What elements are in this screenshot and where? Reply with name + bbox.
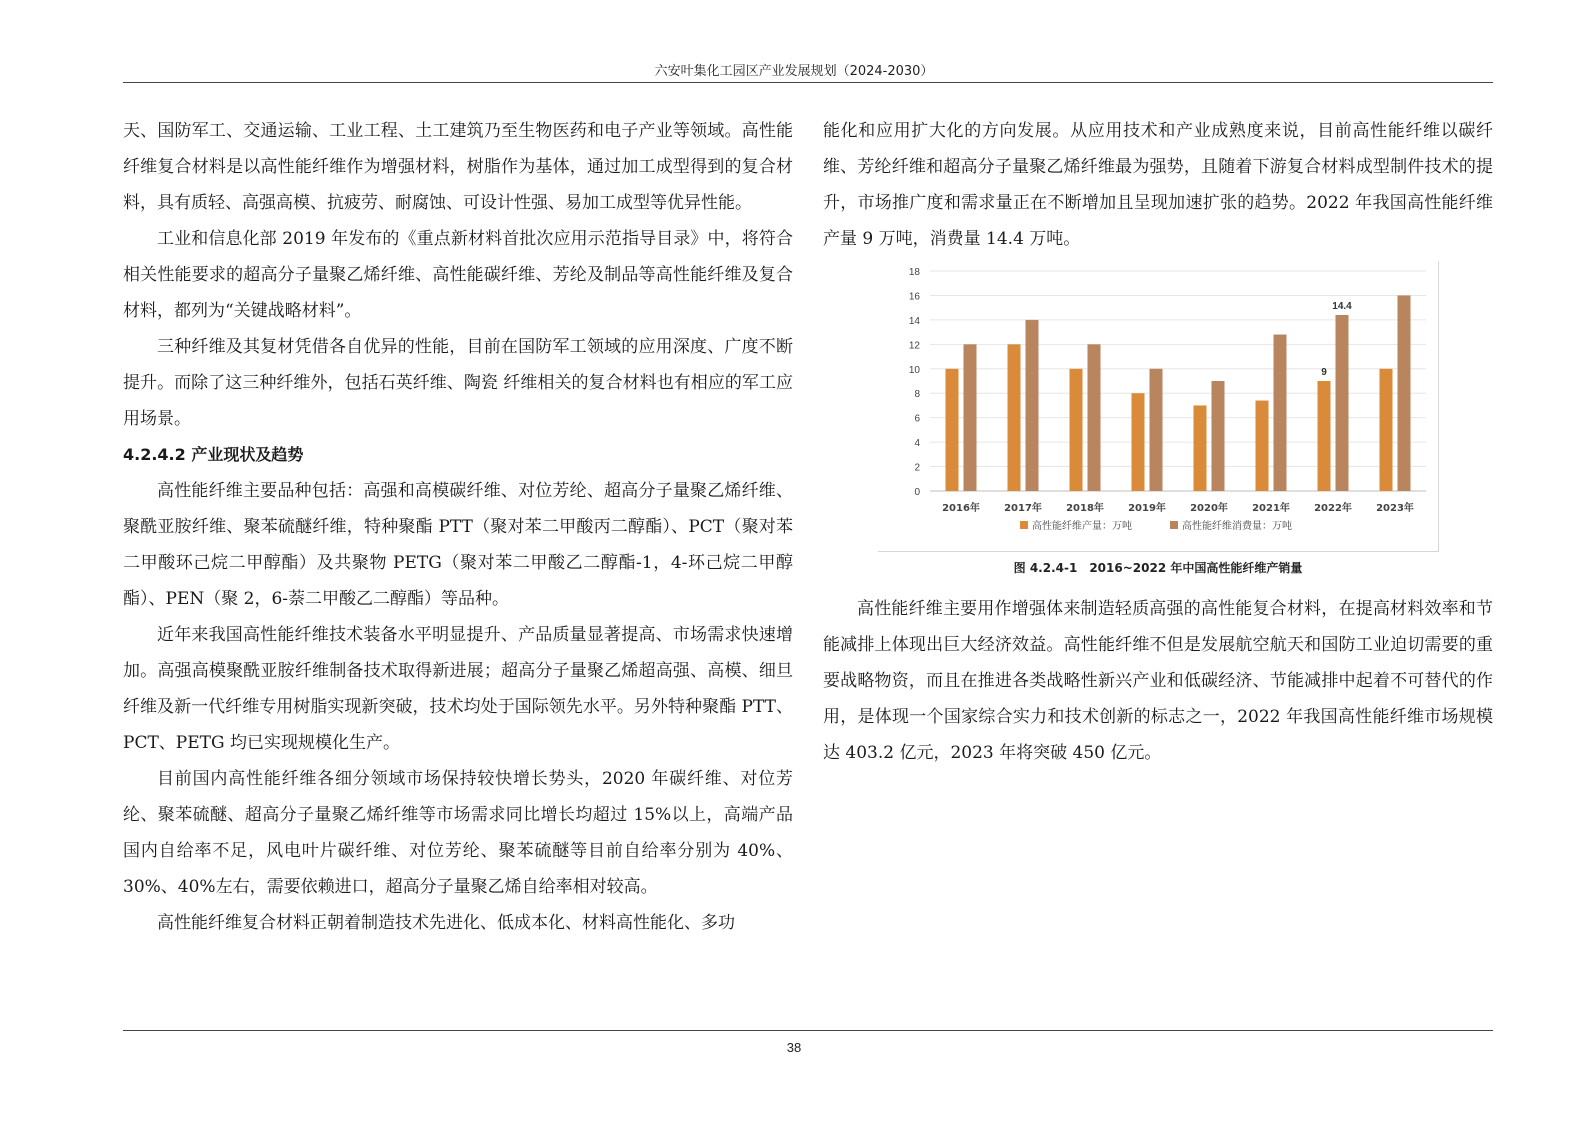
bar-chart [878,261,1438,551]
bar-consumption [1088,344,1101,491]
paragraph-military-applications: 三种纤维及其复材凭借各自优异的性能，目前在国防军工领域的应用深度、广度不断提升。而除了这三种纤维外，包括石英纤维、陶瓷 纤维相关的复合材料也有相应的军工应用场景。 [123,337,793,429]
x-tick-label: 2020年 [1190,503,1228,514]
figure [823,261,1493,591]
x-tick-label: 2017年 [1004,503,1042,514]
y-tick-label: 2 [914,462,920,474]
y-tick-label: 6 [914,413,920,425]
x-tick-label: 2022年 [1314,503,1352,514]
y-tick-label: 12 [908,340,920,352]
bar-production [946,369,959,491]
legend-swatch [1170,521,1178,529]
data-label: 9 [1321,367,1327,378]
paragraph-composite-trend: 高性能纤维复合材料正朝着制造技术先进化、低成本化、材料高性能化、多功 [157,913,735,933]
running-header: 六安叶集化工园区产业发展规划（2024-2030） [654,64,934,79]
bar-consumption [1150,369,1163,491]
x-tick-label: 2019年 [1128,503,1166,514]
y-tick-label: 18 [908,267,920,278]
bar-production [1194,405,1207,491]
chart-frame [878,261,1439,552]
left-column [123,113,793,941]
bar-production [1380,369,1393,491]
y-tick-label: 16 [908,291,920,303]
legend-label: 高性能纤维产量：万吨 [1032,521,1132,532]
bar-consumption [1274,335,1287,491]
bar-consumption [1026,320,1039,491]
legend-swatch [1020,521,1028,529]
section-heading: 4.2.4.2 产业现状及趋势 [123,445,304,464]
bar-production [1132,393,1145,491]
right-column [823,113,1493,771]
x-tick-label: 2021年 [1252,503,1290,514]
figure-caption: 图 4.2.4-1 2016~2022 年中国高性能纤维产销量 [1013,561,1303,575]
bar-consumption [1398,295,1411,491]
bar-production [1318,381,1331,491]
paragraph-market-growth: 目前国内高性能纤维各细分领域市场保持较快增长势头，2020 年碳纤维、对位芳纶、聚苯硫醚、超高分子量聚乙烯纤维等市场需求同比增长均超过 15%以上，高端产品国内自给率不足，风电叶片碳纤维、对位芳纶、聚苯硫醚等目前自给率分别为 40%、30%、40%左右，需要依赖进口，超高分子量聚乙烯自给率相对较高。 [123,769,793,897]
x-tick-label: 2023年 [1376,503,1414,514]
bar-consumption [1212,381,1225,491]
paragraph-continuation: 天、国防军工、交通运输、工业工程、土工建筑乃至生物医药和电子产业等领域。高性能纤维复合材料是以高性能纤维作为增强材料，树脂作为基体，通过加工成型得到的复合材料，具有质轻、高强高模、抗疲劳、耐腐蚀、可设计性强、易加工成型等优异性能。 [123,121,793,213]
x-tick-label: 2016年 [942,503,980,514]
paragraph-fiber-varieties: 高性能纤维主要品种包括：高强和高模碳纤维、对位芳纶、超高分子量聚乙烯纤维、聚酰亚胺纤维、聚苯硫醚纤维，特种聚酯 PTT（聚对苯二甲酸丙二醇酯）、PCT（聚对苯二甲酸环己烷二甲醇酯）及共聚物 PETG（聚对苯二甲酸乙二醇酯-1，4-环己烷二甲醇酯）、PEN（聚 2，6-萘二甲酸乙二醇酯）等品种。 [123,481,793,609]
paragraph-market-size: 高性能纤维主要用作增强体来制造轻质高强的高性能复合材料，在提高材料效率和节能减排上体现出巨大经济效益。高性能纤维不但是发展航空航天和国防工业迫切需要的重要战略物资，而且在推进各类战略性新兴产业和低碳经济、节能减排中起着不可替代的作用，是体现一个国家综合实力和技术创新的标志之一，2022 年我国高性能纤维市场规模达 403.2 亿元，2023 年将突破 450 亿元。 [823,599,1493,763]
bar-consumption [964,344,977,491]
page-number: 38 [786,1040,802,1055]
paragraph-miit-catalog: 工业和信息化部 2019 年发布的《重点新材料首批次应用示范指导目录》中，将符合相关性能要求的超高分子量聚乙烯纤维、高性能碳纤维、芳纶及制品等高性能纤维及复合材料，都列为“关键战略材料”。 [123,229,793,321]
data-label: 14.4 [1332,301,1352,312]
legend-label: 高性能纤维消费量：万吨 [1182,521,1292,532]
y-tick-label: 8 [914,389,920,401]
bar-production [1008,344,1021,491]
bar-production [1256,401,1269,491]
y-tick-label: 10 [908,364,920,376]
y-tick-label: 0 [914,487,920,498]
header-rule [123,82,1493,83]
bar-production [1070,369,1083,491]
y-tick-label: 4 [914,438,920,450]
paragraph-tech-progress: 近年来我国高性能纤维技术装备水平明显提升、产品质量显著提高、市场需求快速增加。高强高模聚酰亚胺纤维制备技术取得新进展；超高分子量聚乙烯超高强、高模、细旦纤维及新一代纤维专用树脂实现新突破，技术均处于国际领先水平。另外特种聚酯 PTT、PCT、PETG 均已实现规模化生产。 [123,625,793,753]
x-tick-label: 2018年 [1066,503,1104,514]
paragraph-maturity: 能化和应用扩大化的方向发展。从应用技术和产业成熟度来说，目前高性能纤维以碳纤维、芳纶纤维和超高分子量聚乙烯纤维最为强势，且随着下游复合材料成型制件技术的提升，市场推广度和需求量正在不断增加且呈现加速扩张的趋势。2022 年我国高性能纤维产量 9 万吨，消费量 14.4 万吨。 [823,121,1493,249]
y-tick-label: 14 [908,315,920,327]
footer-rule [123,1030,1493,1031]
bar-consumption [1336,315,1349,491]
